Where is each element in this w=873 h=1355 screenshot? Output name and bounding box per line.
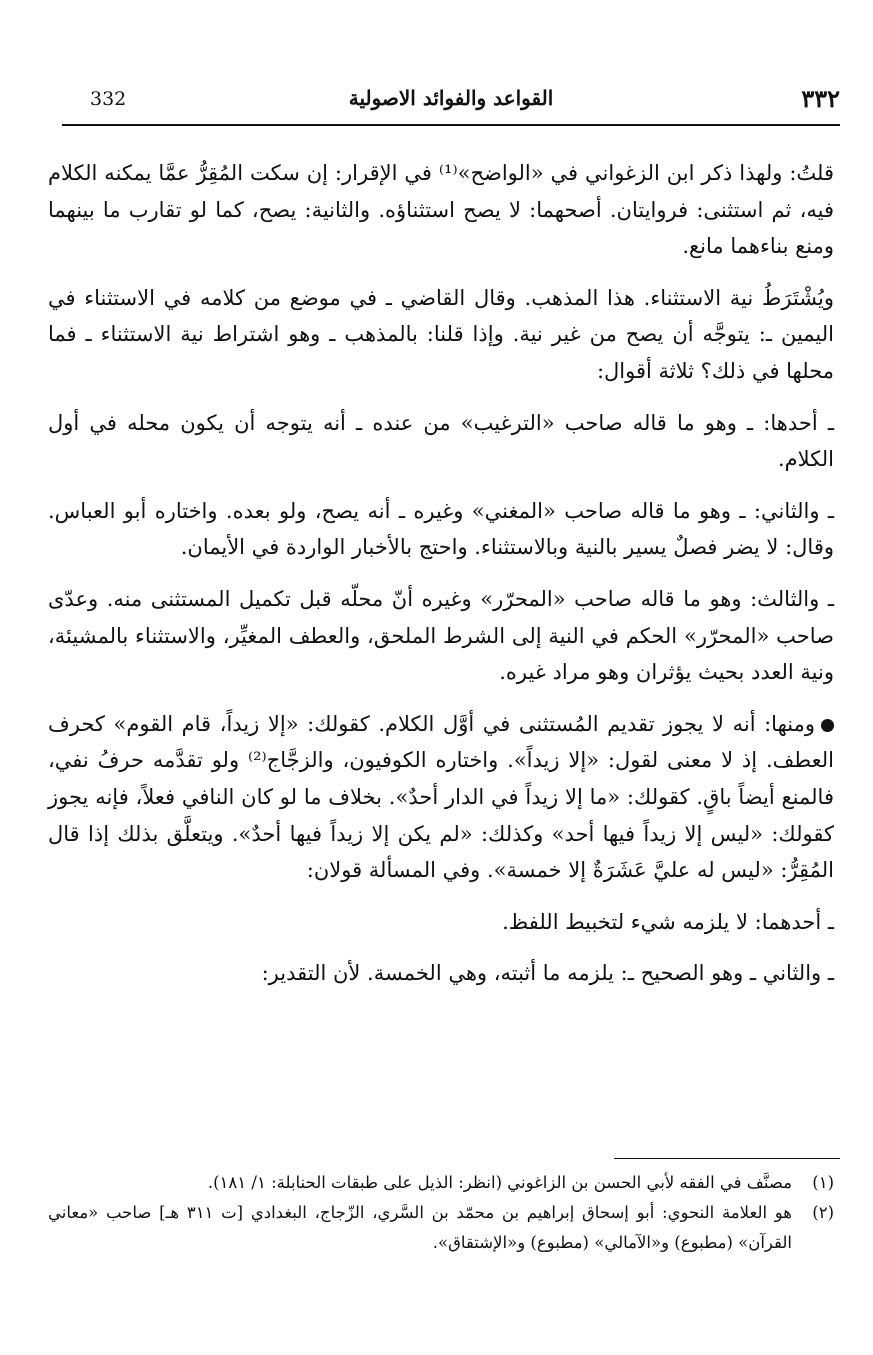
footnote [48, 1168, 834, 1198]
footnote-text: هو العلامة النحوي: أبو إسحاق إبراهيم بن محمّد بن السَّري، الزّجاج، البغدادي [ت ٣١١ هـ] صاحب «معاني القرآن» (مطبوع) و«الآمالي» (مطبوع) و«الإشتقاق». [48, 1203, 792, 1252]
footnote-rule [614, 1158, 840, 1159]
paragraph-text: ومنها: أنه لا يجوز تقديم المُستثنى في أوَّل الكلام. كقولك: «إلا زيداً، قام القوم» كحرف العطف. إذ لا معنى لقول: «إلا زيداً». واختاره الكوفيون، والزجَّاج⁽²⁾ ولو تقدَّمه حرفُ نفي، فالمنع أيضاً باقٍ. كقولك: «ما إلا زيداً في الدار أحدٌ». بخلاف ما لو كان النافي فعلاً، فإنه يجوز كقولك: «ليس إلا زيداً فيها أحد» وكذلك: «لم يكن إلا زيداً فيها أحدٌ». ويتعلَّق بذلك إذا قال المُقِرُّ: «ليس له عليَّ عَشَرَةٌ إلا خمسة». وفي المسألة قولان: [48, 711, 834, 883]
footnote-text: مصنَّف في الفقه لأبي الحسن بن الزاغوني (انظر: الذيل على طبقات الحنابلة: ١/ ١٨١). [207, 1173, 792, 1192]
footnote-number: (١) [812, 1173, 834, 1192]
header-rule [62, 124, 840, 126]
paragraph: قلتُ: ولهذا ذكر ابن الزغواني في «الواضح»⁽¹⁾ في الإقرار: إن سكت المُقِرُّ عمَّا يمكنه الكلام فيه، ثم استثنى: فروايتان. أصحهما: لا يصح استثناؤه. والثانية: يصح، كما لو تقارب ما بينهما ومنع بناءهما مانع. [48, 161, 834, 259]
page-number-arabic: ٣٣٢ [801, 84, 840, 113]
paragraph: ـ أحدهما: لا يلزمه شيء لتخبيط اللفظ. [502, 909, 834, 934]
paragraph: ـ والثاني ـ وهو الصحيح ـ: يلزمه ما أثبته، وهي الخمسة. لأن التقدير: [261, 961, 834, 986]
footnote-number: (٢) [812, 1203, 834, 1222]
paragraph: ـ أحدها: ـ وهو ما قاله صاحب «الترغيب» من عنده ـ أنه يتوجه أن يكون محله في أول الكلام. [48, 410, 834, 472]
page-header [62, 78, 840, 118]
paragraph: ـ والثالث: وهو ما قاله صاحب «المحرّر» وغيره أنّ محلّه قبل تكميل المستثنى منه. وعدّى صاحب «المحرّر» الحكم في النية إلى الشرط الملحق، والعطف المغيِّر، والاستثناء بالمشيئة، ونية العدد بحيث يؤثران وهو مراد غيره. [48, 586, 834, 685]
main-text [48, 155, 834, 1007]
footnotes [48, 1168, 834, 1258]
page-number-latin: 332 [90, 88, 127, 110]
running-title: القواعد والفوائد الاصولية [348, 86, 554, 110]
bullet-icon [821, 719, 834, 732]
paragraph: ـ والثاني: ـ وهو ما قاله صاحب «المغني» وغيره ـ أنه يصح، ولو بعده. واختاره أبو العباس. وقال: لا يضر فصلٌ يسير بالنية وبالاستثناء. واحتج بالأخبار الواردة في الأيمان. [48, 498, 834, 560]
bullet-paragraph [48, 706, 834, 889]
footnote [48, 1198, 834, 1258]
paragraph: ويُشْتَرَطُ نية الاستثناء. هذا المذهب. وقال القاضي ـ في موضع من كلامه في الاستثناء في اليمين ـ: يتوجَّه أن يصح من غير نية. وإذا قلنا: بالمذهب ـ وهو اشتراط نية الاستثناء ـ فما محلها في ذلك؟ ثلاثة أقوال: [48, 285, 834, 383]
